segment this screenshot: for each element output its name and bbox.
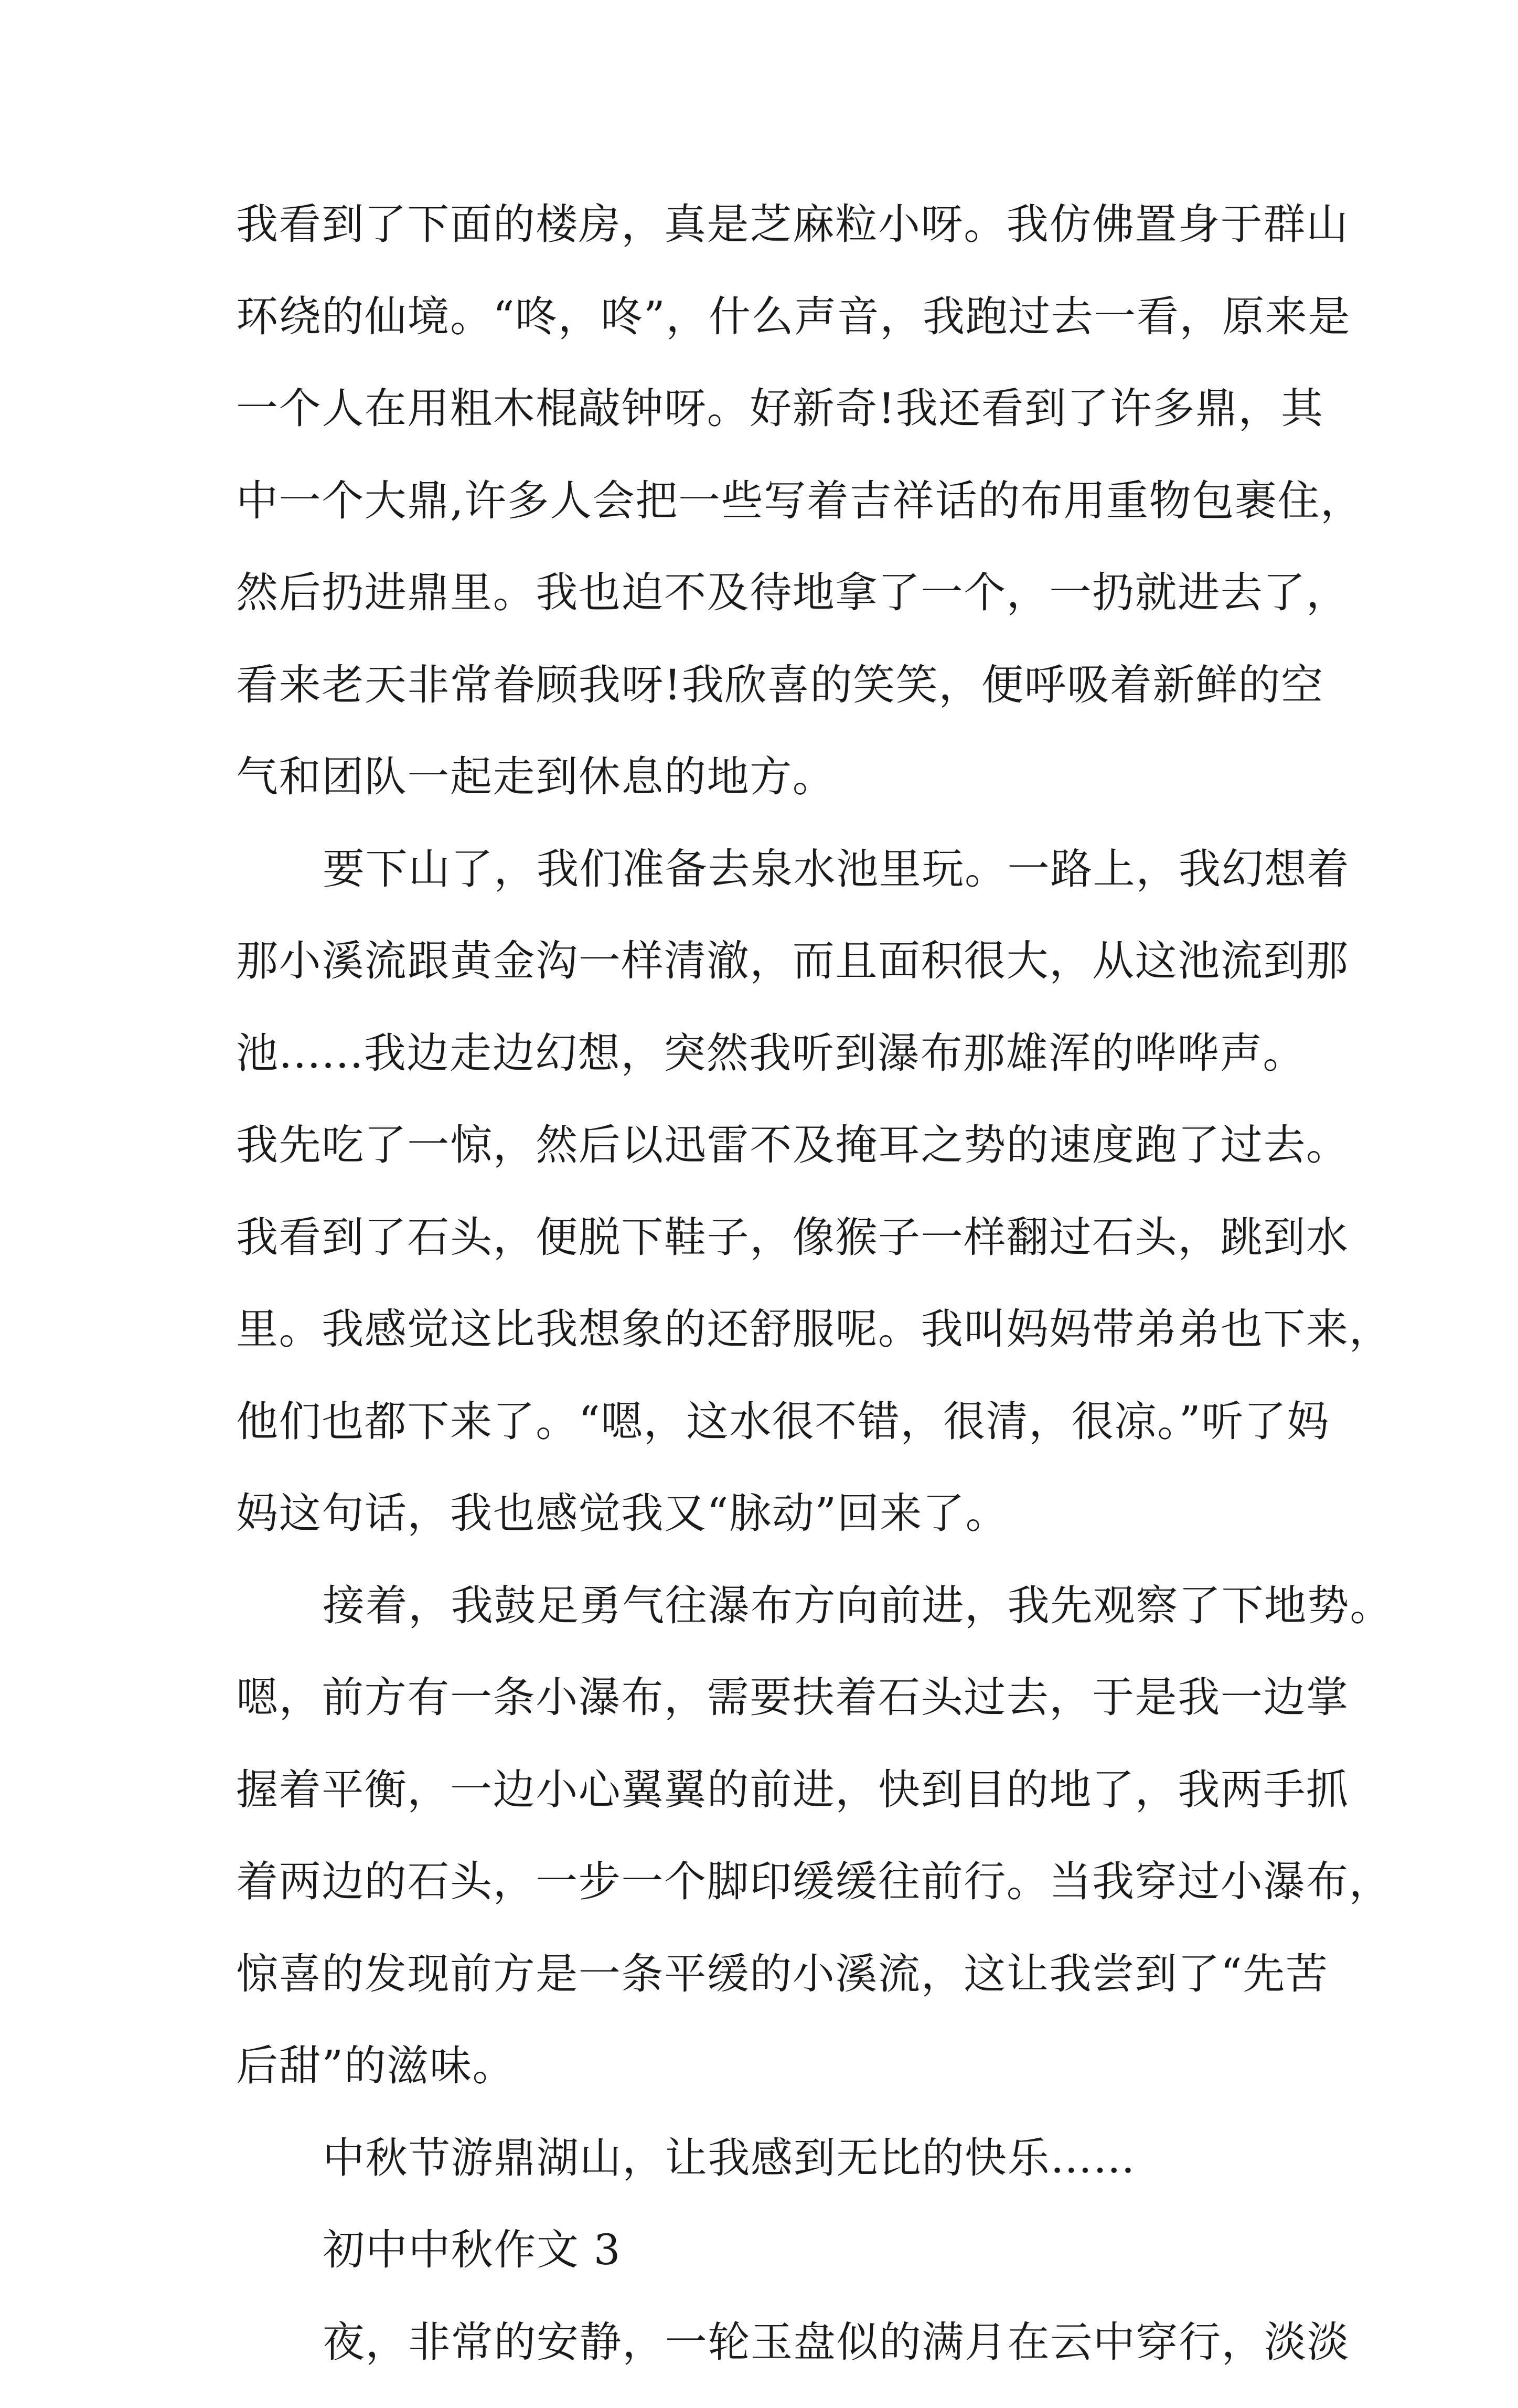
text-line: 我看到了下面的楼房，真是芝麻粒小呀。我仿佛置身于群山 (236, 198, 1296, 291)
text-line: 池......我边走边幻想，突然我听到瀑布那雄浑的哗哗声。 (236, 1027, 1296, 1120)
text-line: 看来老天非常眷顾我呀!我欣喜的笑笑，便呼吸着新鲜的空 (236, 659, 1296, 751)
text-line: 我看到了石头，便脱下鞋子，像猴子一样翻过石头，跳到水 (236, 1211, 1296, 1304)
text-line: 里。我感觉这比我想象的还舒服呢。我叫妈妈带弟弟也下来， (236, 1303, 1296, 1395)
text-line: 气和团队一起走到休息的地方。 (236, 751, 1296, 843)
text-line: 环绕的仙境。“咚，咚”，什么声音，我跑过去一看，原来是 (236, 291, 1296, 383)
text-line: 那小溪流跟黄金沟一样清澈，而且面积很大，从这池流到那 (236, 935, 1296, 1027)
text-line: 夜，非常的安静，一轮玉盘似的满月在云中穿行，淡淡 (236, 2316, 1296, 2408)
text-line: 着两边的石头，一步一个脚印缓缓往前行。当我穿过小瀑布， (236, 1856, 1296, 1948)
text-line: 嗯，前方有一条小瀑布，需要扶着石头过去，于是我一边掌 (236, 1671, 1296, 1764)
text-line: 一个人在用粗木棍敲钟呀。好新奇!我还看到了许多鼎，其 (236, 382, 1296, 475)
text-line: 要下山了，我们准备去泉水池里玩。一路上，我幻想着 (236, 843, 1296, 935)
text-line: 握着平衡，一边小心翼翼的前进，快到目的地了，我两手抓 (236, 1764, 1296, 1856)
text-line: 妈这句话，我也感觉我又“脉动”回来了。 (236, 1487, 1296, 1580)
text-line: 我先吃了一惊，然后以迅雷不及掩耳之势的速度跑了过去。 (236, 1119, 1296, 1211)
text-line: 惊喜的发现前方是一条平缓的小溪流，这让我尝到了“先苦 (236, 1948, 1296, 2040)
text-line: 中秋节游鼎湖山，让我感到无比的快乐…… (236, 2132, 1296, 2224)
text-line: 他们也都下来了。“嗯，这水很不错，很清，很凉。”听了妈 (236, 1395, 1296, 1488)
text-line: 初中中秋作文 3 (236, 2224, 1296, 2316)
text-line: 后甜”的滋味。 (236, 2040, 1296, 2132)
text-line: 然后扔进鼎里。我也迫不及待地拿了一个，一扔就进去了， (236, 567, 1296, 659)
text-line: 接着，我鼓足勇气往瀑布方向前进，我先观察了下地势。 (236, 1580, 1296, 1672)
text-line: 中一个大鼎,许多人会把一些写着吉祥话的布用重物包裹住， (236, 475, 1296, 567)
document-page (236, 198, 1296, 2408)
